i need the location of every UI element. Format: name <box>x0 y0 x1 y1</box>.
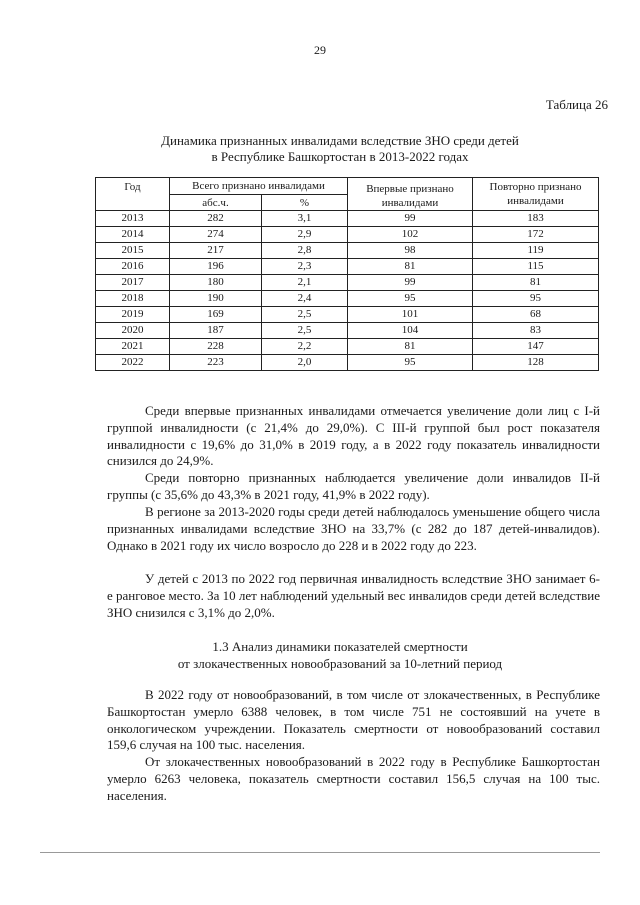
cell-repeat: 81 <box>473 275 599 291</box>
cell-first: 99 <box>348 275 473 291</box>
cell-repeat: 115 <box>473 259 599 275</box>
cell-year: 2016 <box>96 259 170 275</box>
cell-repeat: 147 <box>473 339 599 355</box>
section-heading-line-1: 1.3 Анализ динамики показателей смертности <box>212 639 468 654</box>
cell-repeat: 95 <box>473 291 599 307</box>
table-row <box>96 323 599 339</box>
cell-pct: 2,1 <box>262 275 348 291</box>
cell-abs: 190 <box>170 291 262 307</box>
table-row <box>96 355 599 371</box>
cell-abs: 282 <box>170 211 262 227</box>
paragraph-mortality-malignant: От злокачественных новообразований в 2022 году в Республике Башкортостан умерло 6263 человека, показатель смертности составил 156,5 случая на 100 тыс. населения. <box>107 754 600 803</box>
cell-year: 2020 <box>96 323 170 339</box>
header-first: Впервые признано инвалидами <box>348 178 473 211</box>
table-row <box>96 259 599 275</box>
paragraph-repeat-disability: Среди повторно признанных наблюдается увеличение доли инвалидов II-й группы (с 35,6% до 43,3% в 2021 году, 41,9% в 2022 году). <box>107 470 600 502</box>
cell-abs: 228 <box>170 339 262 355</box>
cell-abs: 217 <box>170 243 262 259</box>
cell-abs: 187 <box>170 323 262 339</box>
cell-first: 99 <box>348 211 473 227</box>
paragraph-rank: У детей с 2013 по 2022 год первичная инвалидность вследствие ЗНО занимает 6-е ранговое место. За 10 лет наблюдений удельный вес инвалидов среди детей вследствие ЗНО снизился с 3,1% до 2,0%. <box>107 571 600 620</box>
table-row <box>96 275 599 291</box>
table-row <box>96 291 599 307</box>
cell-pct: 2,8 <box>262 243 348 259</box>
table-row <box>96 227 599 243</box>
table-row <box>96 243 599 259</box>
cell-pct: 2,5 <box>262 307 348 323</box>
cell-year: 2013 <box>96 211 170 227</box>
header-pct: % <box>262 195 348 211</box>
cell-first: 95 <box>348 355 473 371</box>
cell-repeat: 83 <box>473 323 599 339</box>
cell-first: 102 <box>348 227 473 243</box>
cell-year: 2014 <box>96 227 170 243</box>
table-title <box>80 133 600 165</box>
table-title-line-2: в Республике Башкортостан в 2013-2022 годах <box>211 149 469 164</box>
cell-year: 2018 <box>96 291 170 307</box>
cell-repeat: 172 <box>473 227 599 243</box>
cell-abs: 223 <box>170 355 262 371</box>
cell-pct: 2,4 <box>262 291 348 307</box>
cell-abs: 274 <box>170 227 262 243</box>
disability-table <box>95 177 599 371</box>
header-repeat: Повторно признано инвалидами <box>473 178 599 211</box>
header-year: Год <box>96 178 170 211</box>
cell-first: 95 <box>348 291 473 307</box>
cell-abs: 180 <box>170 275 262 291</box>
cell-repeat: 183 <box>473 211 599 227</box>
header-abs: абс.ч. <box>170 195 262 211</box>
paragraph-mortality-all: В 2022 году от новообразований, в том числе от злокачественных, в Республике Башкортостан умерло 6388 человек, в том числе 751 не состоявший на учете в онкологическом учреждении. Показатель смертности от новообразований составил 159,6 случая на 100 тыс. населения. <box>107 687 600 753</box>
paragraph-first-disability: Среди впервые признанных инвалидами отмечается увеличение доли лиц с I-й группой инвалидности (с 21,4% до 29,0%). С III-й группой был рост показателя инвалидности с 19,6% до 31,0% в 2019 году, а в 2022 году показатель инвалидности снизился до 24,9%. <box>107 403 600 469</box>
table-row <box>96 307 599 323</box>
cell-year: 2021 <box>96 339 170 355</box>
cell-first: 101 <box>348 307 473 323</box>
cell-repeat: 119 <box>473 243 599 259</box>
cell-first: 81 <box>348 339 473 355</box>
cell-year: 2022 <box>96 355 170 371</box>
cell-first: 98 <box>348 243 473 259</box>
section-heading <box>80 638 600 672</box>
table-label: Таблица 26 <box>545 97 608 112</box>
table-row <box>96 211 599 227</box>
cell-pct: 3,1 <box>262 211 348 227</box>
cell-repeat: 128 <box>473 355 599 371</box>
cell-abs: 169 <box>170 307 262 323</box>
cell-pct: 2,2 <box>262 339 348 355</box>
paragraph-region-trend: В регионе за 2013-2020 годы среди детей наблюдалось уменьшение общего числа признанных инвалидами вследствие ЗНО на 33,7% (с 282 до 187 детей-инвалидов). Однако в 2021 году их число возросло до 228 и в 2022 году до 223. <box>107 504 600 553</box>
section-heading-line-2: от злокачественных новообразований за 10-летний период <box>177 656 503 671</box>
cell-year: 2017 <box>96 275 170 291</box>
table-title-line-1: Динамика признанных инвалидами вследствие ЗНО среди детей <box>161 133 519 148</box>
cell-pct: 2,5 <box>262 323 348 339</box>
cell-pct: 2,0 <box>262 355 348 371</box>
cell-first: 81 <box>348 259 473 275</box>
cell-pct: 2,3 <box>262 259 348 275</box>
page-divider <box>40 852 600 853</box>
header-total: Всего признано инвалидами <box>170 178 348 195</box>
cell-first: 104 <box>348 323 473 339</box>
cell-year: 2019 <box>96 307 170 323</box>
cell-pct: 2,9 <box>262 227 348 243</box>
page-number: 29 <box>314 43 326 57</box>
table-row <box>96 339 599 355</box>
cell-year: 2015 <box>96 243 170 259</box>
cell-abs: 196 <box>170 259 262 275</box>
cell-repeat: 68 <box>473 307 599 323</box>
